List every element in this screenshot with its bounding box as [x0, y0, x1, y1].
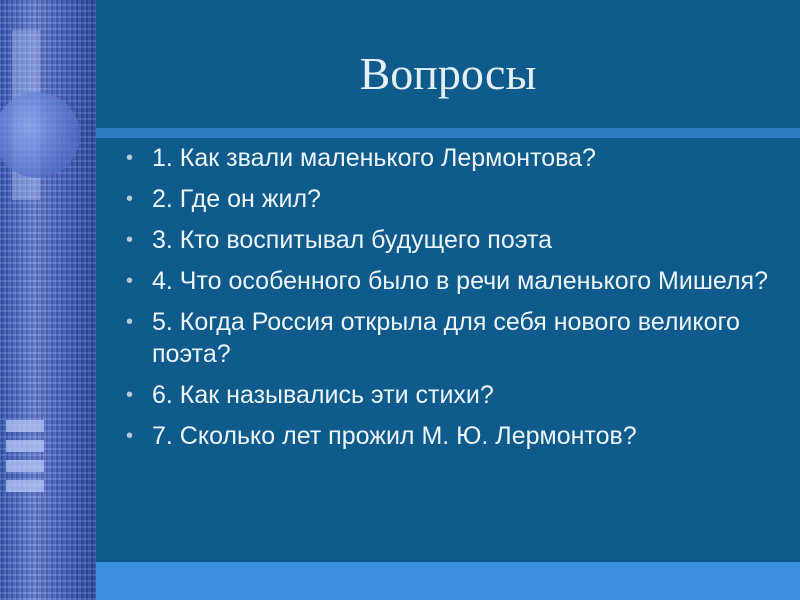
list-item-text: 4. Что особенного было в речи маленького Мишеля? [152, 267, 768, 295]
list-item-text: 5. Когда Россия открыла для себя нового великого поэта? [152, 308, 740, 368]
bullet-icon: • [126, 425, 134, 447]
list-item-text: 2. Где он жил? [152, 185, 321, 213]
decorative-bar [6, 460, 44, 472]
slide-title: Вопросы [359, 48, 537, 99]
decorative-bar [6, 480, 44, 492]
bullet-icon: • [126, 229, 134, 251]
list-item [126, 183, 786, 215]
bullet-icon: • [126, 384, 134, 406]
decorative-bar [6, 440, 44, 452]
bullet-icon: • [126, 270, 134, 292]
list-item [126, 379, 786, 411]
bullet-icon: • [126, 147, 134, 169]
decorative-texture-strip [0, 0, 96, 600]
list-item-text: 3. Кто воспитывал будущего поэта [152, 226, 552, 254]
title-divider [96, 128, 800, 138]
list-item-text: 7. Сколько лет прожил М. Ю. Лермонтов? [152, 422, 637, 450]
bullet-icon: • [126, 311, 134, 333]
bottom-band [96, 562, 800, 600]
list-item [126, 306, 786, 370]
decorative-bar [6, 420, 44, 432]
list-item-text: 1. Как звали маленького Лермонтова? [152, 144, 596, 172]
list-item [126, 265, 786, 297]
decorative-circle [0, 92, 80, 178]
list-item [126, 420, 786, 452]
bullet-icon: • [126, 188, 134, 210]
list-item [126, 224, 786, 256]
question-list [126, 140, 786, 461]
list-item-text: 6. Как назывались эти стихи? [152, 381, 494, 409]
list-item [126, 142, 786, 174]
